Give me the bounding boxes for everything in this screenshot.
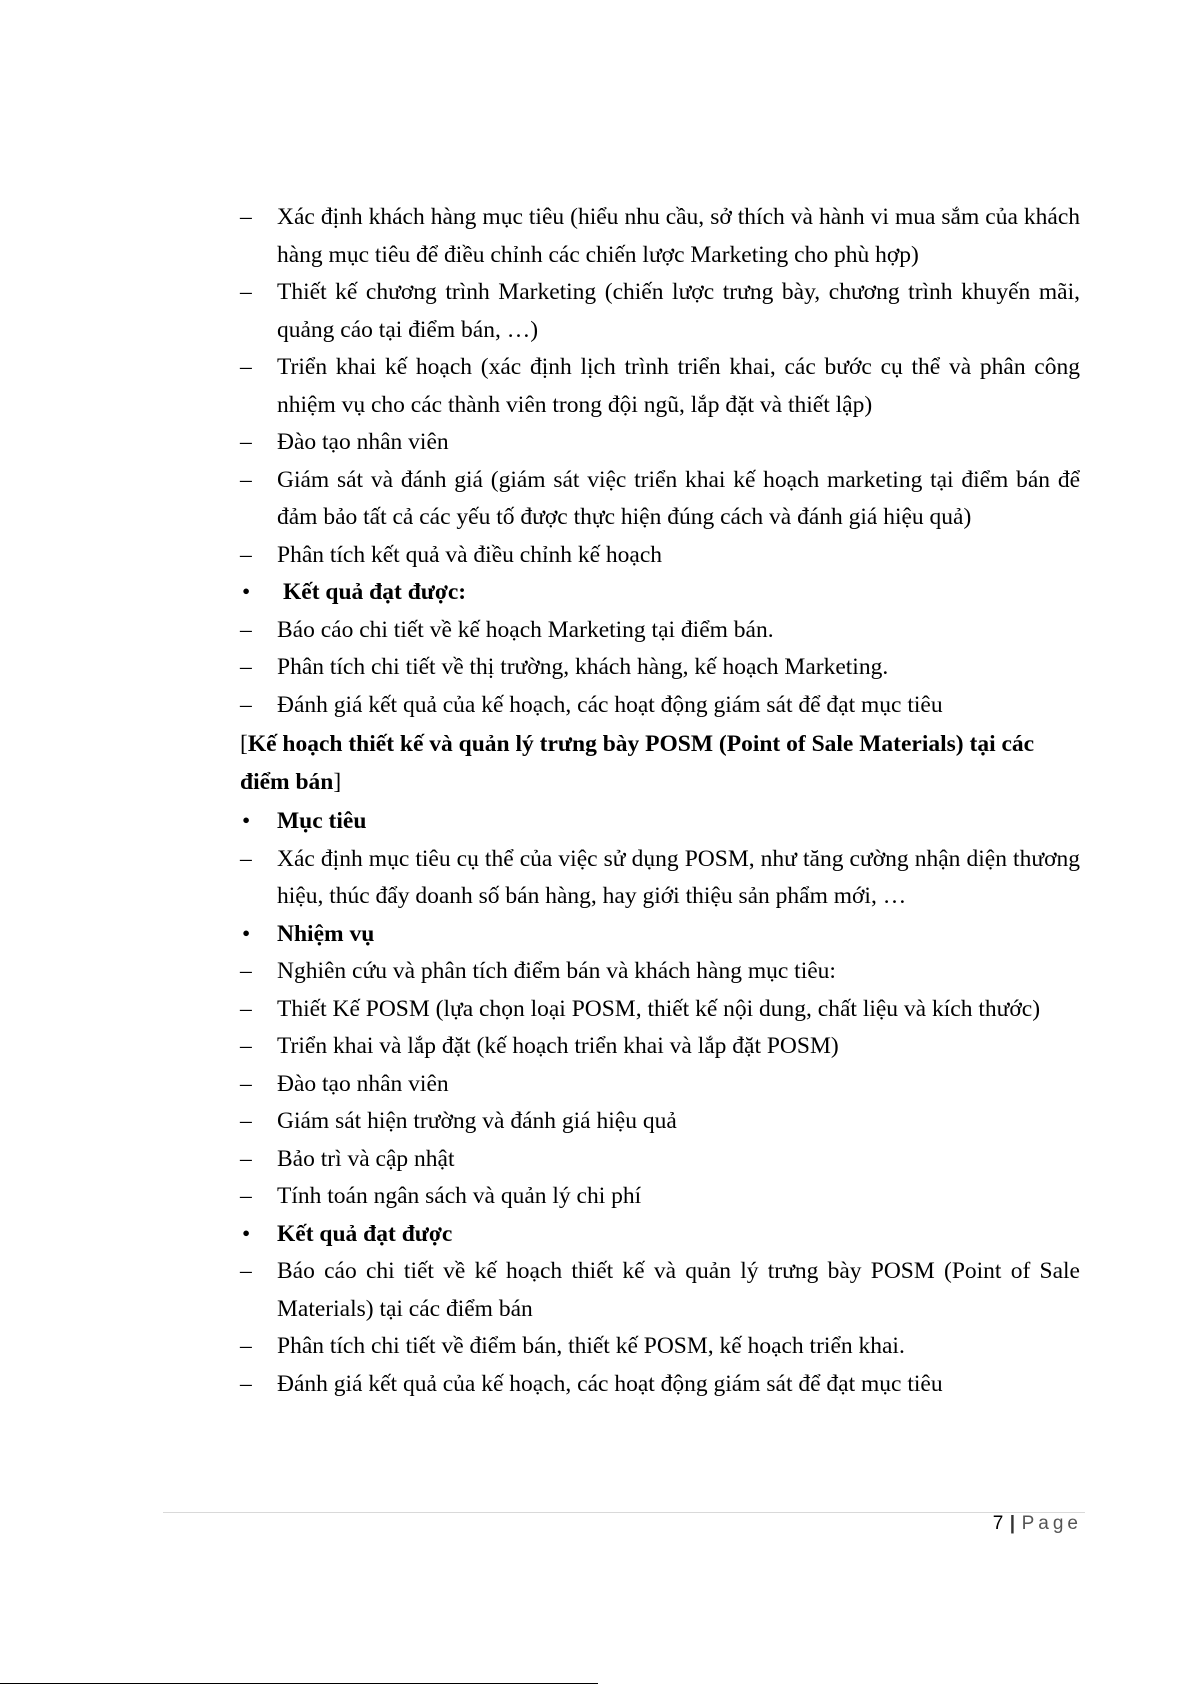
dash-marker: – (240, 845, 252, 872)
list-item (240, 1028, 1080, 1066)
list-item-text: Đánh giá kết quả của kế hoạch, các hoạt động giám sát để đạt mục tiêu (277, 691, 943, 718)
dash-marker: – (240, 541, 252, 568)
bullet-heading-text: Kết quả đạt được: (283, 579, 467, 605)
page-label: Page (1021, 1513, 1082, 1534)
list-item-text: Đánh giá kết quả của kế hoạch, các hoạt động giám sát để đạt mục tiêu (277, 1370, 943, 1397)
list-item (240, 991, 1080, 1029)
bullet-heading-tasks (240, 916, 1080, 954)
list-item-text: Phân tích chi tiết về thị trường, khách hàng, kế hoạch Marketing. (277, 654, 889, 680)
dash-marker: – (240, 1145, 252, 1172)
list-item (240, 1066, 1080, 1104)
footer-separator: | (1009, 1513, 1016, 1534)
list-item-text: Thiết kế chương trình Marketing (chiến lược trưng bày, chương trình khuyến mãi, quảng cáo tại điểm bán, …) (277, 279, 1080, 343)
dash-marker: – (240, 354, 252, 380)
list-item (240, 274, 1080, 349)
dash-marker: – (240, 691, 252, 718)
bullet-heading-text: Kết quả đạt được (277, 1220, 453, 1247)
list-item (240, 1141, 1080, 1179)
section-title-close: ] (333, 769, 342, 795)
list-item-text: Nghiên cứu và phân tích điểm bán và khách hàng mục tiêu: (277, 958, 836, 984)
dash-marker: – (240, 1108, 252, 1134)
list-item-text: Đào tạo nhân viên (277, 429, 449, 455)
list-item-text: Triển khai kế hoạch (xác định lịch trình triển khai, các bước cụ thể và phân công nhiệm vụ cho các thành viên trong đội ngũ, lắp đặt và thiết lập) (277, 354, 1080, 418)
list-item-text: Xác định khách hàng mục tiêu (hiểu nhu cầu, sở thích và hành vi mua sắm của khách hàng mục tiêu để điều chỉnh các chiến lược Marketing cho phù hợp) (277, 204, 1080, 268)
list-item-text: Thiết Kế POSM (lựa chọn loại POSM, thiết kế nội dung, chất liệu và kích thước) (277, 995, 1041, 1022)
list-item-text: Triển khai và lắp đặt (kế hoạch triển khai và lắp đặt POSM) (277, 1033, 839, 1059)
dash-marker: – (240, 654, 252, 680)
list-item (240, 424, 1080, 462)
list-item (240, 953, 1080, 991)
section-title (240, 725, 1080, 801)
bullet-marker: • (242, 920, 251, 947)
list-item (240, 1253, 1080, 1328)
list-item-text: Báo cáo chi tiết về kế hoạch thiết kế và quản lý trưng bày POSM (Point of Sale Materials) tại các điểm bán (277, 1258, 1080, 1322)
dash-marker: – (240, 958, 252, 984)
dash-marker: – (240, 995, 252, 1022)
footer-divider (163, 1512, 1085, 1513)
section-title-open: [ (240, 731, 248, 757)
page-footer (993, 1510, 1082, 1538)
bullet-marker: • (242, 808, 251, 834)
dash-marker: – (240, 1370, 252, 1397)
list-item (240, 612, 1080, 650)
list-item-text: Bảo trì và cập nhật (277, 1145, 455, 1172)
dash-marker: – (240, 204, 252, 230)
dash-marker: – (240, 279, 252, 305)
list-item-text: Phân tích kết quả và điều chỉnh kế hoạch (277, 541, 663, 568)
bottom-rule (0, 1683, 598, 1684)
bullet-heading-results (240, 1216, 1080, 1254)
bullet-marker: • (242, 579, 251, 605)
list-item-text: Giám sát hiện trường và đánh giá hiệu quả (277, 1108, 677, 1134)
list-item (240, 1366, 1080, 1404)
list-item-text: Đào tạo nhân viên (277, 1070, 449, 1097)
list-item-text: Phân tích chi tiết về điểm bán, thiết kế POSM, kế hoạch triển khai. (277, 1333, 905, 1359)
dash-marker: – (240, 1183, 252, 1209)
list-item (240, 537, 1080, 575)
dash-marker: – (240, 466, 252, 493)
list-item (240, 649, 1080, 687)
list-item (240, 841, 1080, 916)
list-item (240, 687, 1080, 725)
list-item (240, 349, 1080, 424)
dash-marker: – (240, 616, 252, 643)
dash-marker: – (240, 1333, 252, 1359)
list-item (240, 1103, 1080, 1141)
dash-marker: – (240, 1258, 252, 1284)
list-item (240, 1328, 1080, 1366)
dash-marker: – (240, 429, 252, 455)
list-item-text: Báo cáo chi tiết về kế hoạch Marketing tại điểm bán. (277, 616, 774, 643)
list-item (240, 199, 1080, 274)
bullet-heading-objective (240, 803, 1080, 841)
dash-marker: – (240, 1070, 252, 1097)
list-item-text: Xác định mục tiêu cụ thể của việc sử dụng POSM, như tăng cường nhận diện thương hiệu, thúc đẩy doanh số bán hàng, hay giới thiệu sản phẩm mới, … (277, 845, 1080, 909)
bullet-marker: • (242, 1220, 251, 1247)
page-content (240, 199, 1080, 1403)
bullet-heading-text: Nhiệm vụ (277, 920, 375, 947)
list-item (240, 462, 1080, 537)
page-number: 7 (992, 1513, 1004, 1534)
section-title-text: Kế hoạch thiết kế và quản lý trưng bày POSM (Point of Sale Materials) tại các điểm bán (240, 731, 1035, 795)
list-item-text: Tính toán ngân sách và quản lý chi phí (277, 1183, 642, 1209)
bullet-heading-text: Mục tiêu (277, 808, 367, 834)
list-item (240, 1178, 1080, 1216)
dash-marker: – (240, 1033, 252, 1059)
list-item-text: Giám sát và đánh giá (giám sát việc triển khai kế hoạch marketing tại điểm bán để đảm bảo tất cả các yếu tố được thực hiện đúng cách và đánh giá hiệu quả) (277, 466, 1080, 530)
bullet-heading-results (240, 574, 1080, 612)
